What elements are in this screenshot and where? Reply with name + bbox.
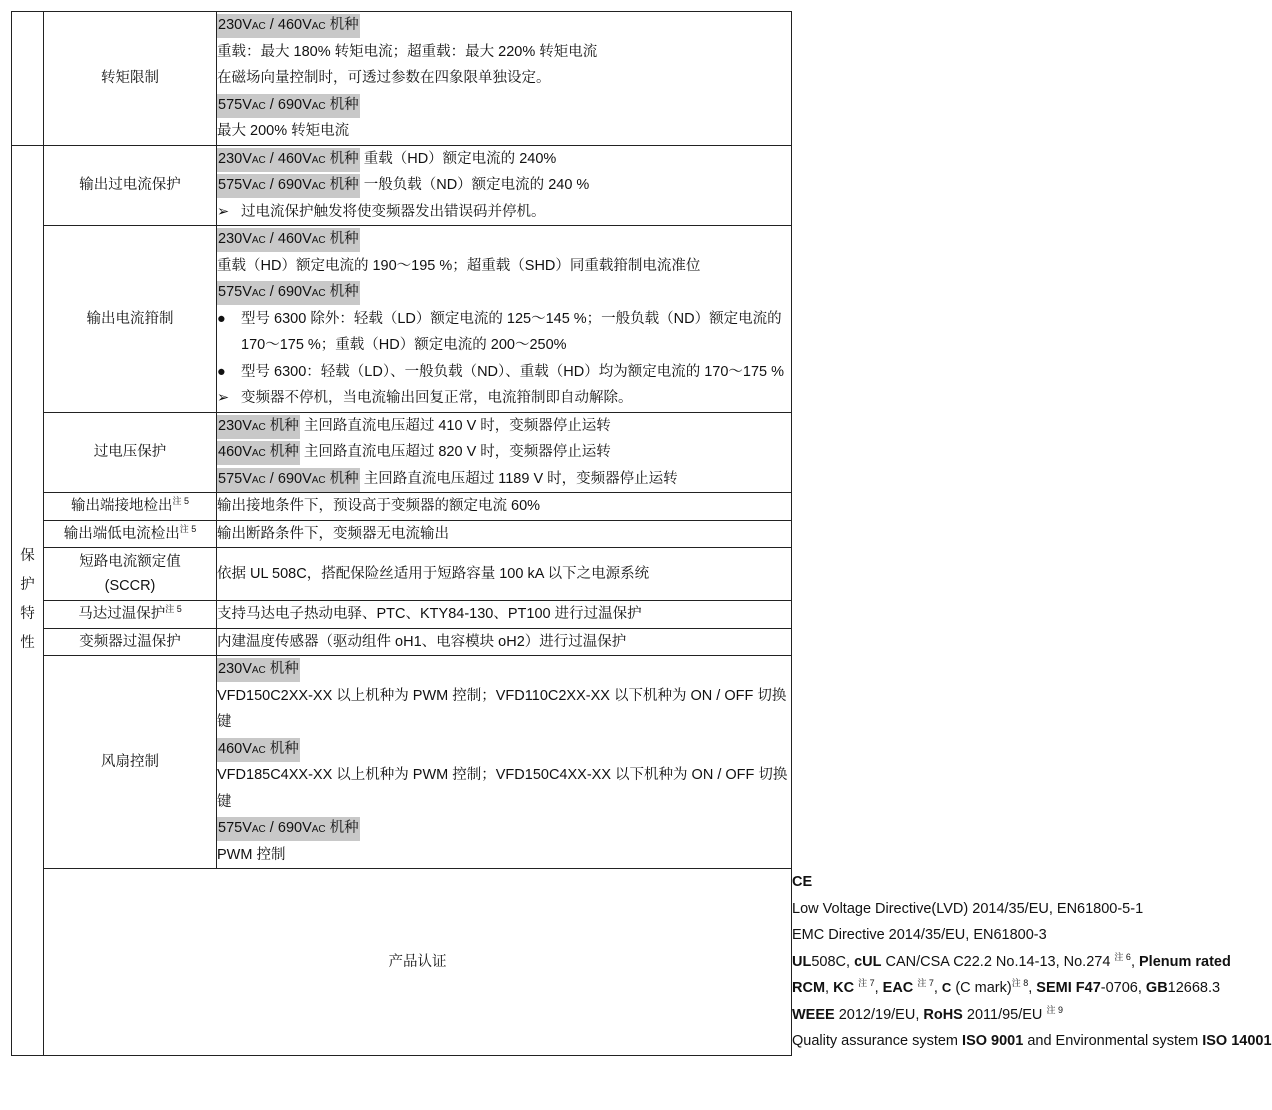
torque-line: 最大 200% 转矩电流 <box>217 123 350 139</box>
motor-overheat-label: 马达过温保护$^{注 5}$ <box>44 601 217 629</box>
current-clamp-value: 230VAC / 460VAC 机种 重载（HD）额定电流的 190～195 %；超重载（SHD）同重载箝制电流准位 575VAC / 690VAC 机种 ● 型号 6300 除外：轻载（LD）额定电流的 125～145 %；一般负载（ND）额定电流的 170～175 %；重载（HD）额定电流的 200～250% ● 型号 6300：轻载（LD）、一般负载（ND）、重载（HD）均为额定电流的 170～175 % ➢ 变频器不停机，当电流输出回复正常，电流箝制即自动解除。 <box>217 226 792 413</box>
model-tag: 230VAC / 460VAC 机种 <box>217 228 360 252</box>
torque-line: 在磁场向量控制时，可透过参数在四象限单独设定。 <box>217 70 551 86</box>
category-char: 特 <box>20 606 35 622</box>
row-overcurrent <box>12 145 792 226</box>
model-tag: 230VAC / 460VAC 机种 <box>217 14 360 38</box>
model-tag: 575VAC / 690VAC 机种 <box>217 281 360 305</box>
note-ref: 注 5 <box>179 523 197 534</box>
model-tag: 575VAC / 690VAC 机种 <box>217 817 360 841</box>
row-drive-overheat <box>12 628 792 656</box>
low-current-detect-value: 输出断路条件下，变频器无电流输出 <box>217 520 792 548</box>
sccr-label: 短路电流额定值 (SCCR) <box>44 548 217 601</box>
spec-table <box>11 11 1272 1056</box>
fan-control-value: 230VAC 机种 VFD150C2XX-XX 以上机种为 PWM 控制；VFD110C2XX-XX 以下机种为 ON / OFF 切换键 460VAC 机种 VFD185C4XX-XX 以上机种为 PWM 控制；VFD150C4XX-XX 以下机种为 ON / OFF 切换键 575VAC / 690VAC 机种 PWM 控制 <box>217 656 792 869</box>
category-char: 保 <box>20 548 35 564</box>
bullet-icon: ● <box>217 363 226 380</box>
category-char: 护 <box>20 577 35 593</box>
row-current-clamp <box>12 226 792 413</box>
row-motor-overheat <box>12 601 792 629</box>
model-tag: 575VAC / 690VAC 机种 <box>217 94 360 118</box>
c-mark-icon: C <box>941 980 952 995</box>
row-sccr <box>12 548 792 601</box>
model-tag: 230VAC 机种 <box>217 415 300 439</box>
row-certification: 产品认证 CE Low Voltage Directive(LVD) 2014/35/EU, EN61800-5-1 EMC Directive 2014/35/EU, EN61800-3 UL508C, cUL CAN/CSA C22.2 No.14-13, No.274 $^{注 6}$, Plenum rated RCM, KC $^{注 7}$, EAC $^{注 7}$, C (C mark)$^{注 8}$, SEMI F47-0706, GB12668.3 WEEE 2012/19/EU, RoHS 2011/95/EU $^{注 9}$ Quality assurance system ISO 9001 and Environmental system ISO 14001 <box>12 869 792 1056</box>
current-clamp-label: 输出电流箝制 <box>44 226 217 413</box>
torque-limit-label: 转矩限制 <box>44 12 217 146</box>
overvoltage-label: 过电压保护 <box>44 412 217 493</box>
arrow-icon: ➢ <box>217 390 230 406</box>
certification-label: 产品认证 <box>44 869 792 1056</box>
note-ref: 注 5 <box>172 496 189 507</box>
row-ground-detect <box>12 493 792 521</box>
motor-overheat-value: 支持马达电子热动电驿、PTC、KTY84-130、PT100 进行过温保护 <box>217 601 792 629</box>
list-item: ● 型号 6300 除外：轻载（LD）额定电流的 125～145 %；一般负载（ND）额定电流的 170～175 %；重载（HD）额定电流的 200～250% <box>217 306 791 359</box>
model-tag: 460VAC 机种 <box>217 738 300 762</box>
low-current-detect-label: 输出端低电流检出$^{注 5}$ <box>44 520 217 548</box>
drive-overheat-value: 内建温度传感器（驱动组件 oH1、电容模块 oH2）进行过温保护 <box>217 628 792 656</box>
ground-detect-label: 输出端接地检出$^{注 5}$ <box>44 493 217 521</box>
drive-overheat-label: 变频器过温保护 <box>44 628 217 656</box>
row-low-current-detect <box>12 520 792 548</box>
arrow-icon: ➢ <box>217 203 230 220</box>
overvoltage-value: 230VAC 机种 主回路直流电压超过 410 V 时，变频器停止运转 460VAC 机种 主回路直流电压超过 820 V 时，变频器停止运转 575VAC / 690VAC 机种 主回路直流电压超过 1189 V 时，变频器停止运转 <box>217 412 792 493</box>
bullet-icon: ● <box>217 310 226 327</box>
model-tag: 230VAC / 460VAC 机种 <box>217 148 360 172</box>
empty-category-cell <box>12 12 44 146</box>
sccr-value: 依据 UL 508C，搭配保险丝适用于短路容量 100 kA 以下之电源系统 <box>217 548 792 601</box>
torque-limit-value <box>217 12 792 146</box>
list-item: ● 型号 6300：轻载（LD）、一般负载（ND）、重载（HD）均为额定电流的 170～175 % <box>217 359 791 386</box>
note-ref: 注 5 <box>165 604 182 615</box>
category-char: 性 <box>20 635 35 651</box>
overcurrent-value: 230VAC / 460VAC 机种 重载（HD）额定电流的 240% 575VAC / 690VAC 机种 一般负载（ND）额定电流的 240 % ➢ 过电流保护触发将使变频器发出错误码并停机。 <box>217 145 792 226</box>
row-torque-limit <box>12 12 792 146</box>
model-tag: 460VAC 机种 <box>217 441 300 465</box>
fan-control-label: 风扇控制 <box>44 656 217 869</box>
ground-detect-value: 输出接地条件下，预设高于变频器的额定电流 60% <box>217 493 792 521</box>
protection-category-cell <box>12 145 44 1055</box>
model-tag: 575VAC / 690VAC 机种 <box>217 174 360 198</box>
row-overvoltage <box>12 412 792 493</box>
model-tag: 230VAC 机种 <box>217 658 300 682</box>
row-fan-control <box>12 656 792 869</box>
overcurrent-label: 输出过电流保护 <box>44 145 217 226</box>
torque-line: 重载：最大 180% 转矩电流；超重载：最大 220% 转矩电流 <box>217 43 598 60</box>
model-tag: 575VAC / 690VAC 机种 <box>217 468 360 492</box>
